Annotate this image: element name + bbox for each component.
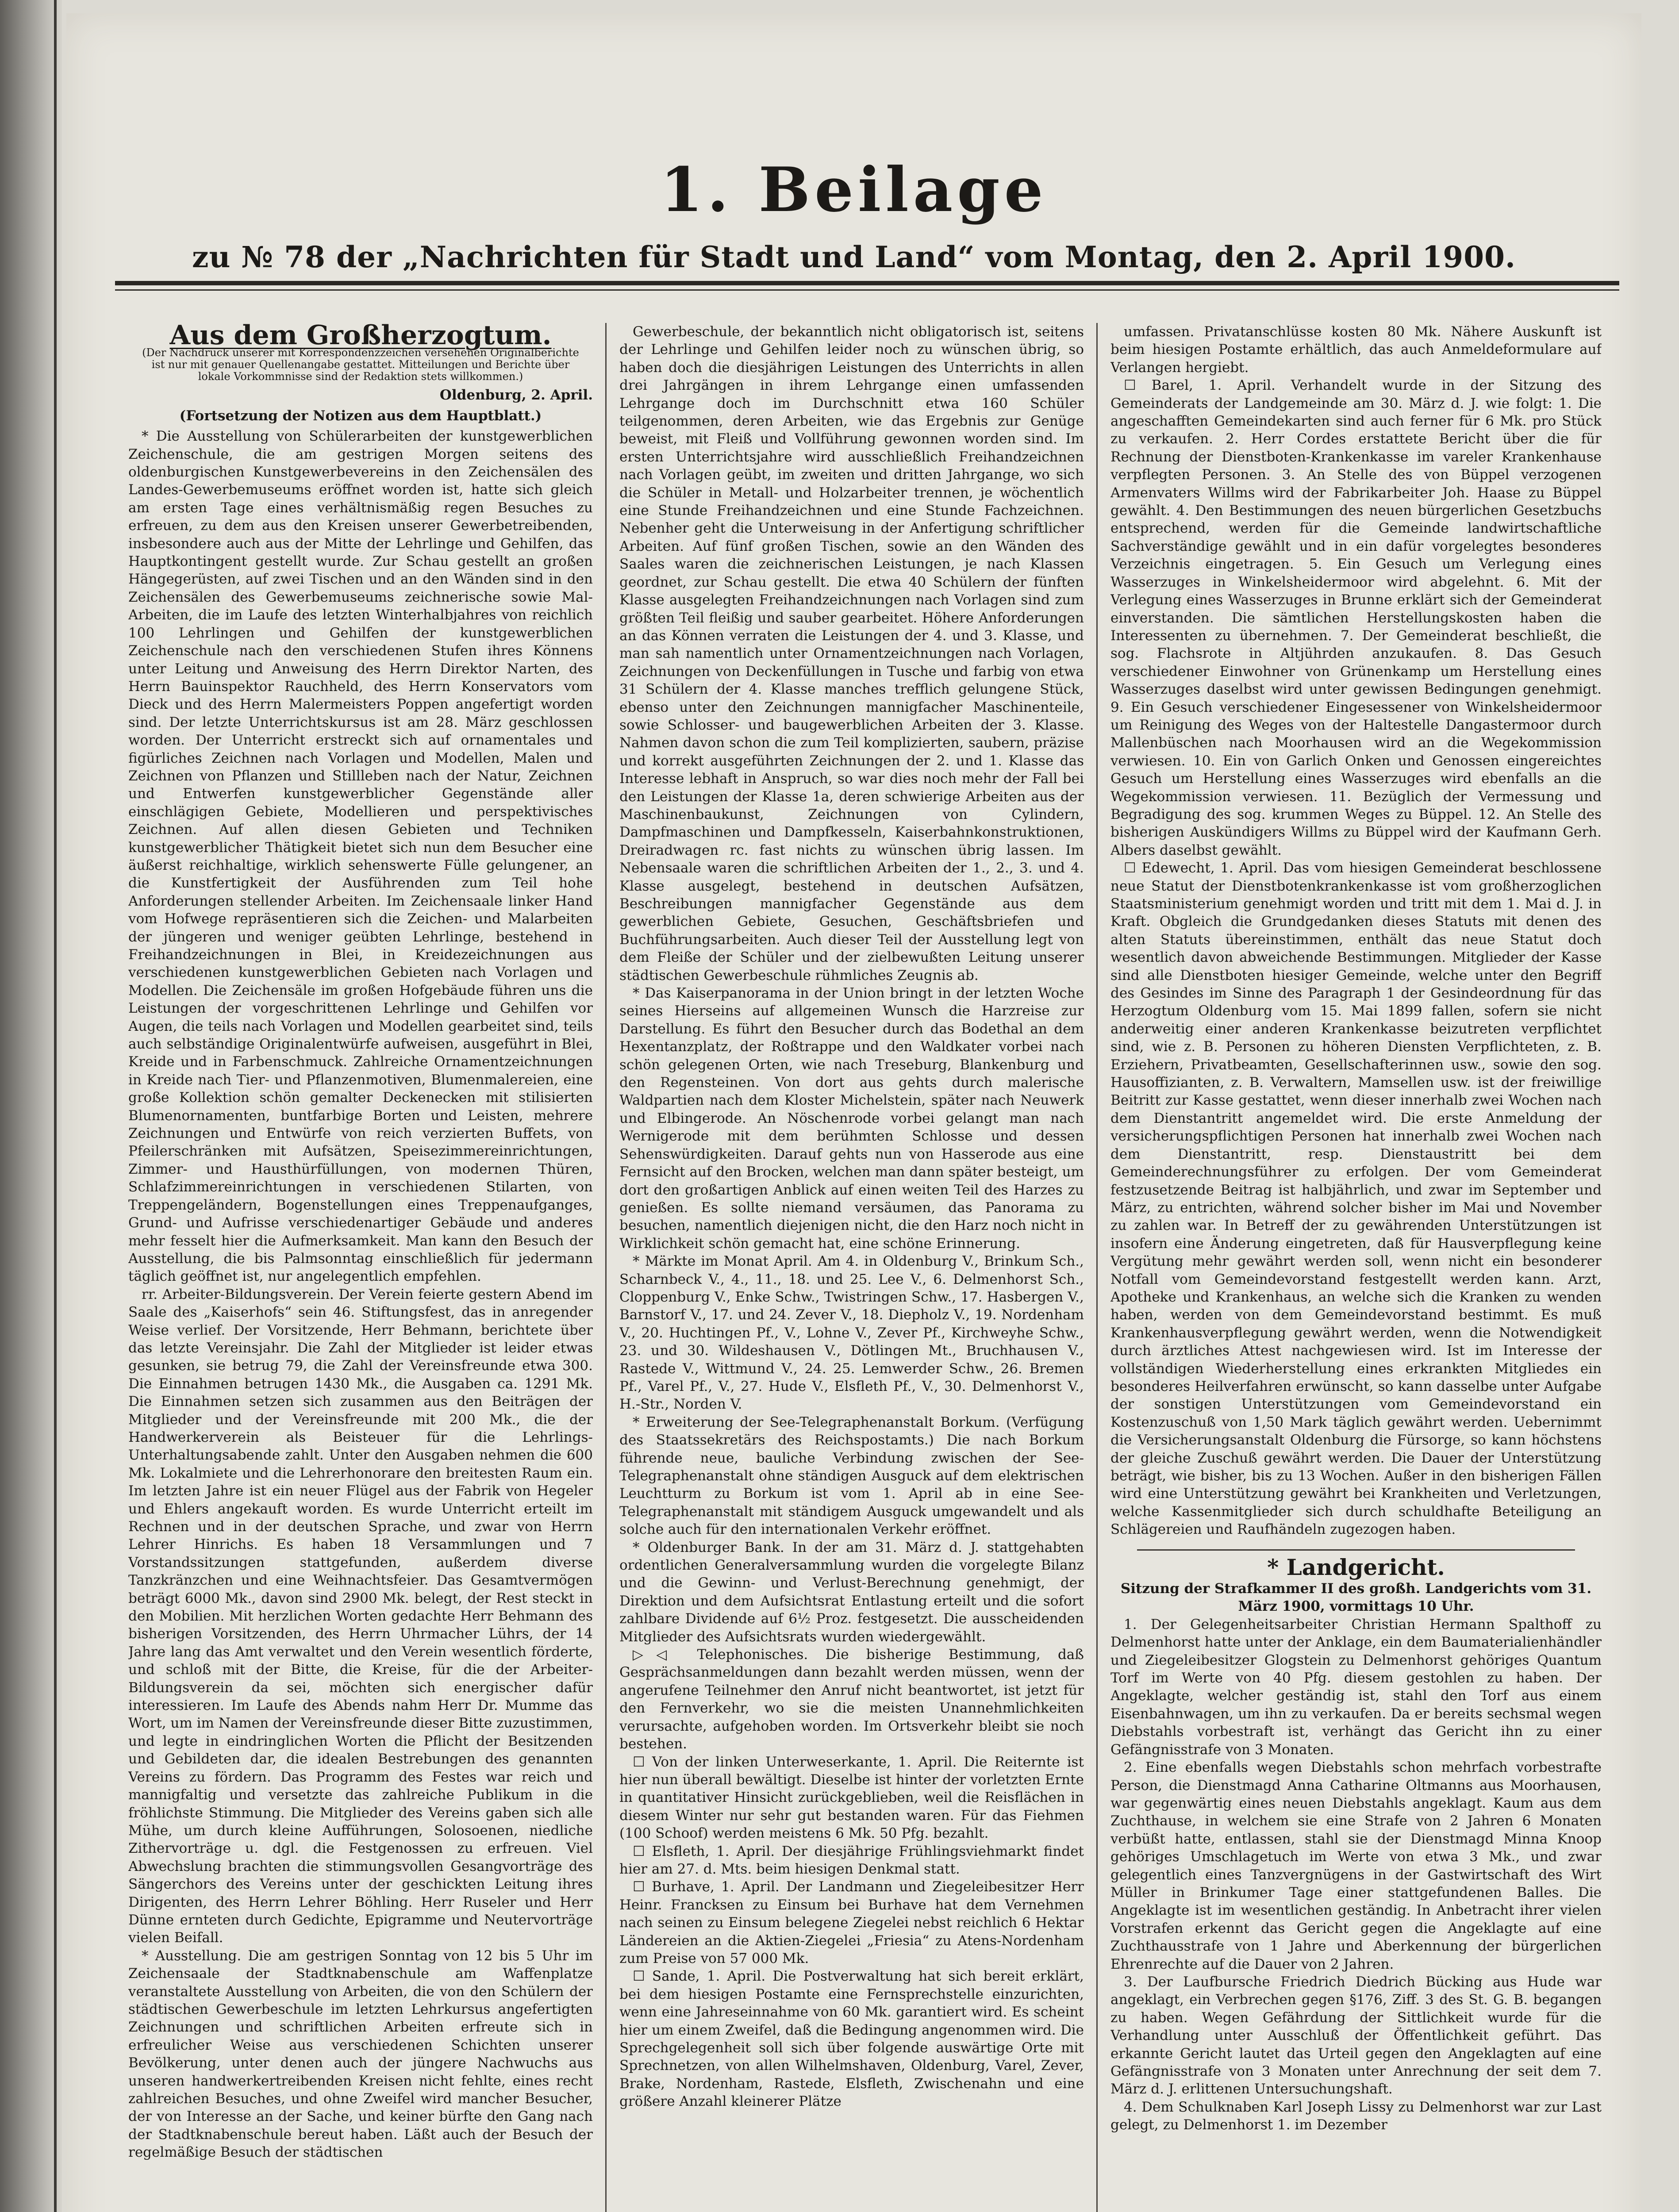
court-heading: * Landgericht. [1267,1554,1445,1580]
masthead-rule-thick [115,281,1619,285]
column-3 [1110,323,1602,2212]
section-heading: Aus dem Großherzogtum. [169,323,552,351]
supplement-title: 1. Beilage [660,154,1048,226]
article-sande: ☐ Sande, 1. April. Die Postverwaltung hat sich bereit erklärt, bei dem hiesigen Postamte eine Fernsprechstelle einzurichten, wenn eine Jahreseinnahme von 60 Mk. garantiert wird. Es scheint hier um einem Zweifel, daß die Bedingung angenommen wird. Die Sprechgelegenheit soll sich über folgende auswärtige Orte mit Sprechnetzen, von allen Wilhelmshaven, Oldenburg, Varel, Zever, Brake, Nordenham, Rastede, Elsfleth, Zwischenahn und eine größere Anzahl kleinerer Plätze [619,1968,1084,2110]
court-case-1: 1. Der Gelegenheitsarbeiter Christian Hermann Spalthoff zu Delmenhorst hatte unter der Anklage, ein dem Baumaterialienhändler und Ziegeleibesitzer Glogstein zu Delmenhorst gehöriges Quantum Torf im Werte von 40 Pfg. diesem gestohlen zu haben. Der Angeklagte, welcher geständig ist, stahl den Torf aus einem Eisenbahnwagen, um ihn zu verkaufen. Da er bereits sechsmal wegen Diebstahls vorbestraft ist, verhängt das Gericht ihn zu einer Gefängnisstrafe von 3 Monaten. [1110,1616,1602,1758]
binding-edge [54,0,57,2212]
section-separator [1137,1549,1575,1551]
article-elsfleth: ☐ Elsfleth, 1. April. Der diesjährige Frühlingsviehmarkt findet hier am 27. d. Mts. beim hiesigen Denkmal statt. [619,1843,1084,1877]
article-markets-april: * Märkte im Monat April. Am 4. in Oldenburg V., Brinkum Sch., Scharnbeck V., 4., 11., 18. und 25. Lee V., 6. Delmenhorst Sch., Cloppenburg V., Enke Schw., Twistringen Schw., 17. Hasbergen V., Barnstorf V., 17. und 24. Zever V., 18. Diepholz V., 19. Nordenham V., 20. Huchtingen Pf., V., Lohne V., Zever Pf., Kirchweyhe Schw., 23. und 30. Wildeshausen V., Dötlingen Mt., Bruchhausen V., Rastede V., Wittmund V., 24. 25. Lemwerder Schw., 26. Bremen Pf., Varel Pf., V., 27. Hude V., Elsfleth Pf., V., 30. Delmenhorst V., H.-Str., Norden V. [619,1253,1084,1413]
column-rule-1 [605,323,607,2212]
court-session: Sitzung der Strafkammer II des großh. Landgerichts vom 31. März 1900, vormittags 10 Uhr. [1120,1581,1592,1615]
dateline: Oldenburg, 2. April. [439,387,593,403]
column-2 [619,323,1084,2212]
article-workers-education-club: rr. Arbeiter-Bildungsverein. Der Verein feierte gestern Abend im Saale des „Kaiserhofs“ sein 46. Stiftungsfest, das in anregender Weise verlief. Der Vorsitzende, Herr Behmann, berichtete über das letzte Vereinsjahr. Die Zahl der Mitglieder ist leider etwas gesunken, sie betrug 79, die Zahl der Vereinsfreunde etwa 300. Die Einnahmen betrugen 1430 Mk., die Ausgaben ca. 1291 Mk. Die Einnahmen setzen sich zusammen aus den Beiträgen der Mitglieder und der Vereinsfreunde mit 200 Mk., die der Handwerkerverein als Beisteuer für die Lehrlings-Unterhaltungsabende zahlt. Unter den Ausgaben nehmen die 600 Mk. Lokalmiete und die Lehrerhonorare den breitesten Raum ein. Im letzten Jahre ist ein neuer Flügel aus der Fabrik von Hegeler und Ehlers angekauft worden. Es wurde Unterricht erteilt im Rechnen und in der deutschen Sprache, und zwar von Herrn Lehrer Hinrichs. Es haben 18 Versammlungen und 7 Vorstandssitzungen stattgefunden, außerdem diverse Tanzkränzchen und eine Weihnachtsfeier. Das Gesamtvermögen beträgt 6000 Mk., davon sind 2900 Mk. belegt, der Rest steckt in den Mobilien. Mit herzlichen Worten gedachte Herr Behmann des bisherigen Vorsitzenden, des Herrn Uhrmacher Lührs, der 14 Jahre lang das Amt verwaltet und den Verein wesentlich förderte, und schloß mit der Bitte, die Kreise, für die der Arbeiter-Bildungsverein da sei, möchten sich energischer dafür interessieren. Im Laufe des Abends nahm Herr Dr. Mumme das Wort, um im Namen der Vereinsfreunde dieser Bitte zuzustimmen, und legte in eindringlichen Worten die Pflicht der Besitzenden und Gebildeten dar, die idealen Bestrebungen des genannten Vereins zu fördern. Das Programm des Festes war reich und mannigfaltig und versetzte das zahlreiche Publikum in die fröhlichste Stimmung. Die Mitglieder des Vereins gaben sich alle Mühe, um durch kleine Aufführungen, Solosoenen, niedliche Zithervorträge u. dgl. die Festgenossen zu erfreuen. Viel Abwechslung brachten die stimmungsvollen Gesangvorträge des Sängerchors des Vereins unter der geschickten Leitung ihres Dirigenten, des Herrn Lehrer Böhling. Herr Ruseler und Herr Dünne ernteten durch Gedichte, Epigramme und Neutervorträge vielen Beifall. [128,1286,593,1946]
court-case-4: 4. Dem Schulknaben Karl Joseph Lissy zu Delmenhorst war zur Last gelegt, zu Delmenhorst 1. im Dezember [1110,2099,1602,2133]
newspaper-page [66,13,1641,2212]
masthead-rule-thin [115,289,1619,291]
article-sande-continued: umfassen. Privatanschlüsse kosten 80 Mk. Nähere Auskunft ist beim hiesigen Postamte erhältlich, das auch Anmeldeformulare auf Verlangen hergiebt. [1110,324,1602,376]
article-school-exhibition: * Ausstellung. Die am gestrigen Sonntag von 12 bis 5 Uhr im Zeichensaale der Stadtknabenschule am Waffenplatze veranstaltete Ausstellung von Arbeiten, die von den Schülern der städtischen Gewerbeschule im letzten Lehrkursus angefertigten Zeichnungen und schriftlichen Arbeiten erfreute sich in erfreulicher Weise aus verschiedenen Schichten unserer Bevölkerung, unter denen auch der jüngere Nachwuchs aus unseren handwerkertreibenden Kreisen nicht fehlte, eines recht zahlreichen Besuches, und ohne Zweifel wird mancher Besucher, der von Interesse an der Sache, und keiner bürfte den Gang nach der Stadtknabenschule bereut haben. Läßt auch der Besuch der regelmäßige Besuch der städtischen [128,1947,593,2161]
supplement-subtitle: zu № 78 der „Nachrichten für Stadt und Land“ vom Montag, den 2. April 1900. [192,240,1516,274]
article-telegraph-borkum: * Erweiterung der See-Telegraphenanstalt Borkum. (Verfügung des Staatssekretärs des Reichspostamts.) Die nach Borkum führende neue, bauliche Verbindung zwischen der See-Telegraphenanstalt ohne ständigen Ausguck auf dem elektrischen Leuchtturm zu Borkum ist vom 1. April ab in eine See-Telegraphenanstalt mit ständigem Ausguck umgewandelt und als solche auch für den internationalen Verkehr eröffnet. [619,1414,1084,1538]
column-rule-2 [1096,323,1098,2212]
article-oldenburger-bank: * Oldenburger Bank. In der am 31. März d. J. stattgehabten ordentlichen Generalversammlung wurden die vorgelegte Bilanz und die Gewinn- und Verlust-Berechnung genehmigt, der Direktion und dem Aufsichtsrat Entlastung erteilt und die sofort zahlbare Dividende auf 6½ Proz. festgesetzt. Die ausscheidenden Mitglieder des Aufsichtsrats wurden wiedergewählt. [619,1539,1084,1645]
article-kaiserpanorama: * Das Kaiserpanorama in der Union bringt in der letzten Woche seines Hierseins auf allgemeinen Wunsch die Harzreise zur Darstellung. Es führt den Besucher durch das Bodethal an dem Hexentanzplatz, der Roßtrappe und den Waldkater vorbei nach schön gelegenen Orten, wie nach Treseburg, Blankenburg und den Regensteinen. Von dort aus gehts durch malerische Waldpartien nach dem Kloster Michelstein, später nach Neuwerk und Elbingerode. An Nöschenrode vorbei gelangt man nach Wernigerode mit dem berühmten Schlosse und dessen Sehenswürdigkeiten. Darauf gehts nun von Hasserode aus eine Fernsicht auf den Brocken, welchen man dann später besteigt, um dort den großartigen Anblick auf einen weiten Teil des Harzes zu genießen. Es sollte niemand versäumen, das Panorama zu besuchen, namentlich diejenigen nicht, die den Harz noch nicht in Wirklichkeit schön gemacht hat, eine schöne Erinnerung. [619,985,1084,1252]
article-trade-school: Gewerbeschule, der bekanntlich nicht obligatorisch ist, seitens der Lehrlinge und Gehilfen leider noch zu wünschen übrig, so haben doch die diesjährigen Leistungen des Unterrichts in allen drei Jahrgängen in ihrem Lehrgange einen umfassenden Lehrgange doch im Durchschnitt etwa 160 Schüler teilgenommen, deren Arbeiten, wie das Ergebnis zur Genüge beweist, mit Fleiß und Vollführung gewonnen worden sind. Im ersten Unterrichtsjahre wird ausschließlich Freihandzeichnen nach Vorlagen geübt, im zweiten und dritten Jahrgange, wo sich die Schüler in Metall- und Holzarbeiter trennen, je wöchentlich eine Stunde Freihandzeichnen und eine Stunde Fachzeichnen. Nebenher geht die Unterweisung in der Anfertigung schriftlicher Arbeiten. Auf fünf großen Tischen, sowie an den Wänden des Saales waren die zeichnerischen Leistungen, je nach Klassen geordnet, zur Schau gestellt. Die etwa 40 Schülern der fünften Klasse ausgelegten Freihandzeichnungen nach Vorlagen sind zum größten Teil fleißig und sauber gearbeitet. Höhere Anforderungen an das Können verraten die Leistungen der 4. und 3. Klasse, und man sah namentlich unter Ornamentzeichnungen nach Vorlagen, Zeichnungen von Deckenfüllungen in Tusche und farbig von etwa 31 Schülern der 4. Klasse manches trefflich gelungene Stück, ebenso unter den Zeichnungen mannigfacher Maschinenteile, sowie Schlosser- und baugewerblichen Arbeiten der 3. Klasse. Nahmen davon schon die zum Teil komplizierten, saubern, präzise und korrekt ausgeführten Zeichnungen der 2. und 1. Klasse das Interesse lebhaft in Anspruch, so war dies noch mehr der Fall bei den Leistungen der Klasse 1a, deren schwierige Arbeiten aus der Maschinenbaukunst, Zeichnungen von Cylindern, Dampfmaschinen und Dampfkesseln, Kaiserbahnkonstruktionen, Dreiradwagen rc. fast nichts zu wünschen übrig lassen. Im Nebensaale waren die schriftlichen Arbeiten der 1., 2., 3. und 4. Klasse ausgelegt, bestehend in deutschen Aufsätzen, Beschreibungen mannigfacher Gegenstände aus dem gewerblichen Gebiete, Gesuchen, Geschäftsbriefen und Buchführungsarbeiten. Auch dieser Teil der Ausstellung legt von dem Fleiße der Schüler und der zielbewußten Leitung unserer städtischen Gewerbeschule rühmliches Zeugnis ab. [619,324,1084,983]
masthead [66,154,1641,274]
court-case-2: 2. Eine ebenfalls wegen Diebstahls schon mehrfach vorbestrafte Person, die Dienstmagd Anna Catharine Oltmanns aus Moorhausen, war gegenwärtig eines neuen Diebstahls angeklagt. Kaum aus dem Zuchthause, in welchem sie eine Strafe von 2 Jahren 6 Monaten verbüßt hatte, entlassen, stahl sie der Dienstmagd Minna Knoop gehöriges Umschlagetuch im Werte von etwa 3 Mk., und zwar gelegentlich eines Tanzvergnügens in der Gastwirtschaft des Wirt Müller in Brinkumer Tage einer stattgefundenen Balles. Die Angeklagte ist im wesentlichen geständig. In Anbetracht ihrer vielen Vorstrafen erkennt das Gericht gegen die Angeklagte auf eine Zuchthausstrafe von 1 Jahre und Aberkennung der bürgerlichen Ehrenrechte auf die Dauer von 2 Jahren. [1110,1759,1602,1972]
article-burhave: ☐ Burhave, 1. April. Der Landmann und Ziegeleibesitzer Herr Heinr. Francksen zu Einsum bei Burhave hat dem Vernehmen nach seinen zu Einsum belegene Ziegelei nebst reichlich 6 Hektar Ländereien an die Aktien-Ziegelei „Friesia“ zu Atens-Nordenham zum Preise von 57 000 Mk. [619,1879,1084,1966]
column-1 [128,323,593,2212]
continuation-note: (Fortsetzung der Notizen aus dem Hauptblatt.) [179,407,542,424]
article-varel: ☐ Barel, 1. April. Verhandelt wurde in der Sitzung des Gemeinderats der Landgemeinde am 30. März d. J. wie folgt: 1. Die angeschafften Gemeindekarten sind auch ferner für 6 Mk. pro Stück zu verkaufen. 2. Herr Cordes erstattete Bericht über die für Rechnung der Dienstboten-Krankenkasse im vareler Krankenhause verpflegten Personen. 3. An Stelle des von Büppel verzogenen Armenvaters Willms wird der Fabrikarbeiter Joh. Haase zu Büppel gewählt. 4. Den Bestimmungen des neuen bürgerlichen Gesetzbuchs entsprechend, werden für die Gemeinde landwirtschaftliche Sachverständige gewählt und in ein dafür vorgelegtes besonderes Verzeichnis eingetragen. 5. Ein Gesuch um Verlegung eines Wasserzuges in Winkelsheidermoor wird abgelehnt. 6. Mit der Verlegung eines Wasserzuges in Brunne erklärt sich der Gemeinderat einverstanden. Die sämtlichen Herstellungskosten haben die Interessenten zu übernehmen. 7. Der Gemeinderat beschließt, die sog. Flachsrote in Altjührden anzukaufen. 8. Das Gesuch verschiedener Einwohner von Grünenkamp um Herstellung eines Wasserzuges daselbst wird unter gewissen Bedingungen genehmigt. 9. Ein Gesuch verschiedener Eingesessener von Winkelsheidermoor um Reinigung des Weges von der Haltestelle Dangastermoor durch Mallenbüschen nach Moorhausen wird an die Wegekommission verwiesen. 10. Ein von Garlich Onken und Genossen eingereichtes Gesuch um Herstellung eines Wasserzuges wird ebenfalls an die Wegekommission verwiesen. 11. Bezüglich der Vermessung und Begradigung des sog. krummen Weges zu Büppel. 12. An Stelle des bisherigen Auskündigers Willms zu Büppel wird der Kaufmann Gerh. Albers daselbst gewählt. [1110,377,1602,858]
article-edewecht: ☐ Edewecht, 1. April. Das vom hiesigen Gemeinderat beschlossene neue Statut der Dienstbotenkrankenkasse ist vom großherzoglichen Staatsministerium genehmigt worden und tritt mit dem 1. Mai d. J. in Kraft. Obgleich die Grundgedanken dieses Statuts mit denen des alten Statuts übereinstimmen, enthält das neue Statut doch wesentlich davon abweichende Bestimmungen. Mitglieder der Kasse sind alle Dienstboten hiesiger Gemeinde, welche unter den Begriff des Gesindes im Sinne des Paragraph 1 der Gesindeordnung für das Herzogtum Oldenburg vom 15. Mai 1899 fallen, sofern sie nicht anderweitig einer anderen Krankenkasse beizutreten verpflichtet sind, wie z. B. Personen zu höheren Diensten Verpflichteten, z. B. Erziehern, Privatbeamten, Gesellschafterinnen usw., sowie den sog. Hausoffizianten, z. B. Verwaltern, Mamsellen usw. ist der freiwillige Beitritt zur Kasse gestattet, wenn dieser innerhalb zwei Wochen nach dem Dienstantritt angemeldet wird. Die erste Anmeldung der versicherungspflichtigen Personen hat innerhalb zwei Wochen nach dem Dienstantritt, resp. Dienstaustritt bei dem Gemeinderechnungsführer zu erfolgen. Der vom Gemeinderat festzusetzende Beitrag ist halbjährlich, und zwar im September und März, zu entrichten, während solcher bisher im Mai und November zu zahlen war. In Betreff der zu gewährenden Unterstützungen ist insofern eine Änderung eingetreten, daß für Hausverpflegung keine Vergütung mehr gewährt werden soll, wenn nicht ein besonderer Notfall vom Gemeindevorstand festgestellt werden kann. Arzt, Apotheke und Krankenhaus, an welche sich die Kranken zu wenden haben, werden von dem Gemeindevorstand bestimmt. Es muß Krankenhausverpflegung gewährt werden, wenn die Notwendigkeit durch ärztliches Attest nachgewiesen wird. Ist im Interesse der vollständigen Wiederherstellung eines erkrankten Mitgliedes ein besonderes Heilverfahren erwünscht, so kann dasselbe unter Aufgabe der sonstigen Unterstützungen vom Gemeindevorstand ein Kostenzuschuß von 1,50 Mark täglich gewährt werden. Uebernimmt die Versicherungsanstalt Oldenburg die Fürsorge, so kann höchstens der gleiche Zuschuß gewährt werden. Die Dauer der Unterstützung beträgt, wie bisher, bis zu 13 Wochen. Außer in den bisherigen Fällen wird eine Unterstützung gewährt bei Krankheiten und Verletzungen, welche Kassenmitglieder sich durch schuldhafte Beteiligung an Schlägereien und Raufhändeln zugezogen haben. [1110,860,1602,1538]
binding-gutter [0,0,62,2212]
reprint-notice: (Der Nachdruck unserer mit Korrespondenzzeichen versehenen Originalberichte ist nur mit genauer Quellenangabe gestattet. Mitteilungen und Berichte über lokale Vorkommnisse sind der Redaktion stets willkommen.) [142,346,579,383]
court-case-3: 3. Der Laufbursche Friedrich Diedrich Bücking aus Hude war angeklagt, ein Verbrechen gegen §176, Ziff. 3 des St. G. B. begangen zu haben. Wegen Gefährdung der Sittlichkeit wurde für die Verhandlung unter Ausschluß der Öffentlichkeit geführt. Das erkannte Gericht lautet das Urteil gegen den Angeklagten auf eine Gefängnisstrafe von 3 Monaten unter Anrechnung der seit dem 7. März d. J. erlittenen Untersuchungshaft. [1110,1974,1602,2097]
article-exhibition: * Die Ausstellung von Schülerarbeiten der kunstgewerblichen Zeichenschule, die am gestrigen Morgen seitens des oldenburgischen Kunstgewerbevereins in den Zeichensälen des Landes-Gewerbemuseums eröffnet worden ist, hatte sich gleich am ersten Tage eines verhältnismäßig regen Besuches zu erfreuen, zu dem aus den Kreisen unserer Gewerbetreibenden, insbesondere auch aus der Mitte der Lehrlinge und Gehilfen, das Hauptkontingent gestellt wurde. Zur Schau gestellt an großen Hängegerüsten, auf zwei Tischen und an den Wänden sind in den Zeichensälen des Gewerbemuseums zeichnerische sowie Mal-Arbeiten, die im Laufe des letzten Winterhalbjahres von reichlich 100 Lehrlingen und Gehilfen der kunstgewerblichen Zeichenschule nach den verschiedenen Stufen ihres Könnens unter Leitung und Anweisung des Herrn Direktor Narten, des Herrn Bauinspektor Rauchheld, des Herrn Konservators vom Dieck und des Herrn Malermeisters Poppen angefertigt worden sind. Der letzte Unterrichtskursus ist am 28. März geschlossen worden. Der Unterricht erstreckt sich auf ornamentales und figürliches Zeichnen nach Vorlagen und Modellen, Malen und Zeichnen von Pflanzen und Stillleben nach der Natur, Zeichnen und Entwerfen kunstgewerblicher Gegenstände aller einschlägigen Gebiete, Modellieren und perspektivisches Zeichnen. Auf allen diesen Gebieten und Techniken kunstgewerblicher Thätigkeit bietet sich nun dem Besucher eine äußerst reichhaltige, wirklich sehenswerte Fülle gelungener, an die Kunstfertigkeit der Ausführenden zum Teil hohe Anforderungen stellender Arbeiten. Im Zeichensaale linker Hand vom Hofwege repräsentieren sich die Zeichen- und Malarbeiten der jüngeren und weniger geübten Lehrlinge, bestehend in Freihandzeichnungen in Blei, in Kreidezeichnungen aus verschiedenen kunstgewerblichen Gebieten nach Vorlagen und Modellen. Die Zeichensäle im großen Hofgebäude führen uns die Leistungen der vorgeschrittenen Lehrlinge und Gehilfen vor Augen, die teils nach Vorlagen und Modellen gearbeitet sind, teils auch selbständige Originalentwürfe aufweisen, ausgeführt in Blei, Kreide und in Farbenschmuck. Zahlreiche Ornamentzeichnungen in Kreide nach Tier- und Pflanzenmotiven, Blumenmalereien, eine große Kollektion schön gemalter Deckenecken mit stilisierten Blumenornamenten, buntfarbige Borten und Leisten, mehrere Zeichnungen und Entwürfe von reich verzierten Buffets, von Pfeilerschränken mit Aufsätzen, Speisezimmereinrichtungen, Zimmer- und Hausthürfüllungen, von modernen Thüren, Schlafzimmereinrichtungen in verschiedenen Stilarten, von Treppengeländern, Bogenstellungen eines Treppenaufganges, Grund- und Aufrisse verschiedenartiger Gebäude und anderes mehr fesselt hier die Aufmerksamkeit. Man kann den Besuch der Ausstellung, die bis Palmsonntag einschließlich für jedermann täglich geöffnet ist, nur angelegentlich empfehlen. [128,428,593,1285]
article-telephone: ▷◁ Telephonisches. Die bisherige Bestimmung, daß Gesprächsanmeldungen dann bezahlt werden müssen, wenn der angerufene Teilnehmer den Anruf nicht beantwortet, ist jetzt für den Fernverkehr, wo sie die meisten Unannehmlichkeiten verursachte, aufgehoben worden. Im Ortsverkehr bleibt sie noch bestehen. [619,1647,1084,1752]
article-unterweser: ☐ Von der linken Unterweserkante, 1. April. Die Reiternte ist hier nun überall bewältigt. Dieselbe ist hinter der vorletzten Ernte in quantitativer Hinsicht zurückgeblieben, weil die Reisflächen in diesem Winter nur sehr gut bestanden waren. Für das Fiehmen (100 Schoof) werden meistens 6 Mk. 50 Pfg. bezahlt. [619,1754,1084,1842]
